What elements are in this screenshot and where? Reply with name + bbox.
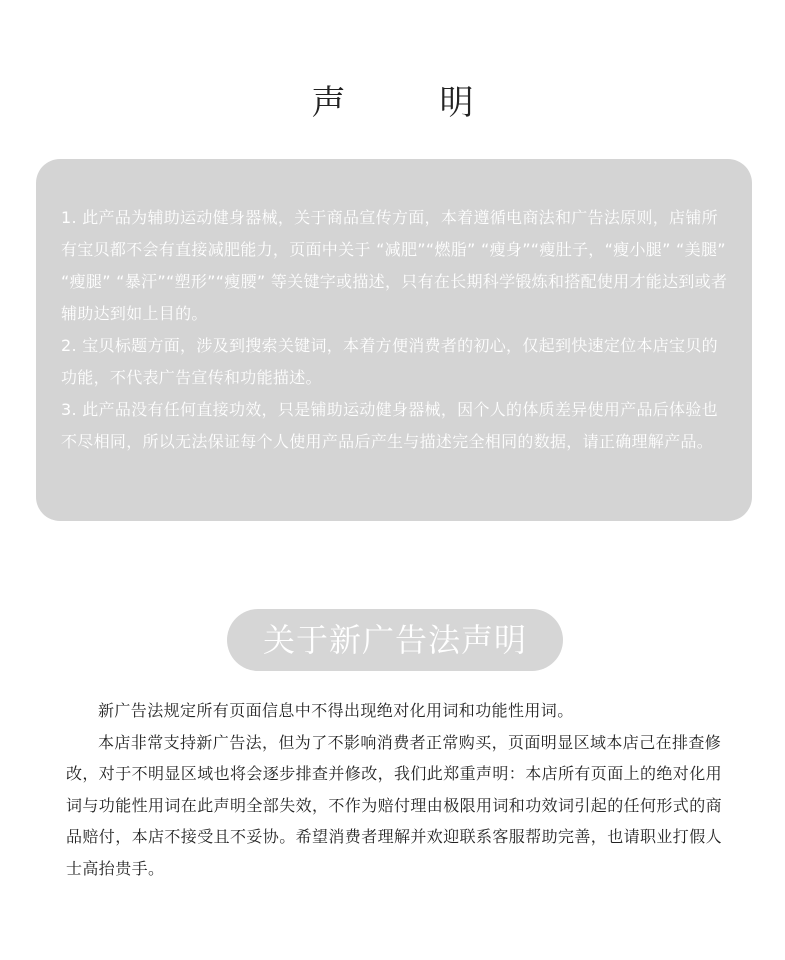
statement-paragraph-1: 新广告法规定所有页面信息中不得出现绝对化用词和功能性用词。 xyxy=(98,701,574,720)
section-heading: 关于新广告法声明 xyxy=(227,609,563,671)
page-title: 声 明 xyxy=(311,83,504,123)
notice-list xyxy=(61,202,734,458)
notice-item-3: 3. 此产品没有任何直接功效，只是铺助运动健身器械，因个人的体质差异使用产品后体验也不尽相同，所以无法保证每个人使用产品后产生与描述完全相同的数据，请正确理解产品。 xyxy=(61,400,718,451)
notice-item-2: 2. 宝贝标题方面，涉及到搜索关键词，本着方便消费者的初心，仅起到快速定位本店宝贝的功能，不代表广告宣传和功能描述。 xyxy=(61,336,718,387)
statement-paragraph-2: 本店非常支持新广告法，但为了不影响消费者正常购买，页面明显区域本店己在排查修改，对于不明显区域也将会逐步排查并修改，我们此郑重声明：本店所有页面上的绝对化用词与功能性用词在此声明全部失效，不作为赔付理由极限用词和功效词引起的任何形式的商品赔付，本店不接受且不妥协。希望消费者理解并欢迎联系客服帮助完善，也请职业打假人士高抬贵手。 xyxy=(66,732,723,878)
notice-item-1: 1. 此产品为辅助运动健身器械，关于商品宣传方面，本着遵循电商法和广告法原则，店铺所有宝贝都不会有直接减肥能力，页面中关于 “减肥”“燃脂” “瘦身”“瘦肚子，“瘦小腿” “美腿” “瘦腿” “暴汗”“塑形”“瘦腰” 等关键字或描述，只有在长期科学锻炼和搭配使用才能达到或者辅助达到如上目的。 xyxy=(61,208,728,323)
notice-box xyxy=(36,159,752,521)
statement-body xyxy=(66,695,726,884)
